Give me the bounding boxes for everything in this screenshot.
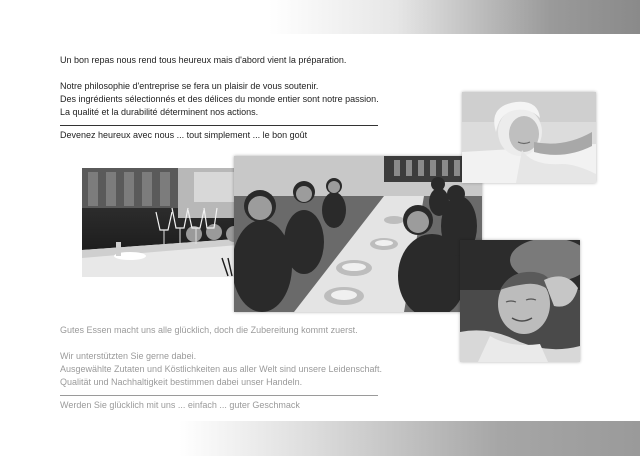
footer-gradient-band — [0, 421, 640, 456]
german-intro: Gutes Essen macht uns alle glücklich, doch die Zubereitung kommt zuerst. — [60, 325, 358, 335]
header-gradient-band — [0, 0, 640, 34]
german-divider — [60, 395, 378, 396]
german-philosophy-line-3: Qualität und Nachhaltigkeit bestimmen dabei unser Handeln. — [60, 377, 303, 387]
group-dinner-photo — [234, 156, 482, 312]
german-philosophy-line-1: Wir unterstützten Sie gerne dabei. — [60, 351, 197, 361]
german-slogan: Werden Sie glücklich mit uns ... einfach ... guter Geschmack — [60, 400, 300, 410]
french-text-block — [60, 54, 380, 142]
man-relaxing-photo — [460, 240, 580, 362]
restaurant-table-photo — [82, 168, 250, 277]
french-intro: Un bon repas nous rend tous heureux mais d'abord vient la préparation. — [60, 55, 347, 65]
french-divider — [60, 125, 378, 126]
german-text-block — [60, 324, 383, 412]
french-philosophy-line-2: Des ingrédients sélectionnés et des délices du monde entier sont notre passion. — [60, 94, 379, 104]
french-philosophy-line-1: Notre philosophie d'entreprise se fera un plaisir de vous soutenir. — [60, 81, 319, 91]
german-philosophy-line-2: Ausgewählte Zutaten und Köstlichkeiten aus aller Welt sind unsere Leidenschaft. — [60, 364, 383, 374]
woman-relaxing-photo — [462, 92, 596, 183]
french-philosophy-line-3: La qualité et la durabilité déterminent nos actions. — [60, 107, 259, 117]
french-slogan: Devenez heureux avec nous ... tout simplement ... le bon goût — [60, 130, 308, 140]
